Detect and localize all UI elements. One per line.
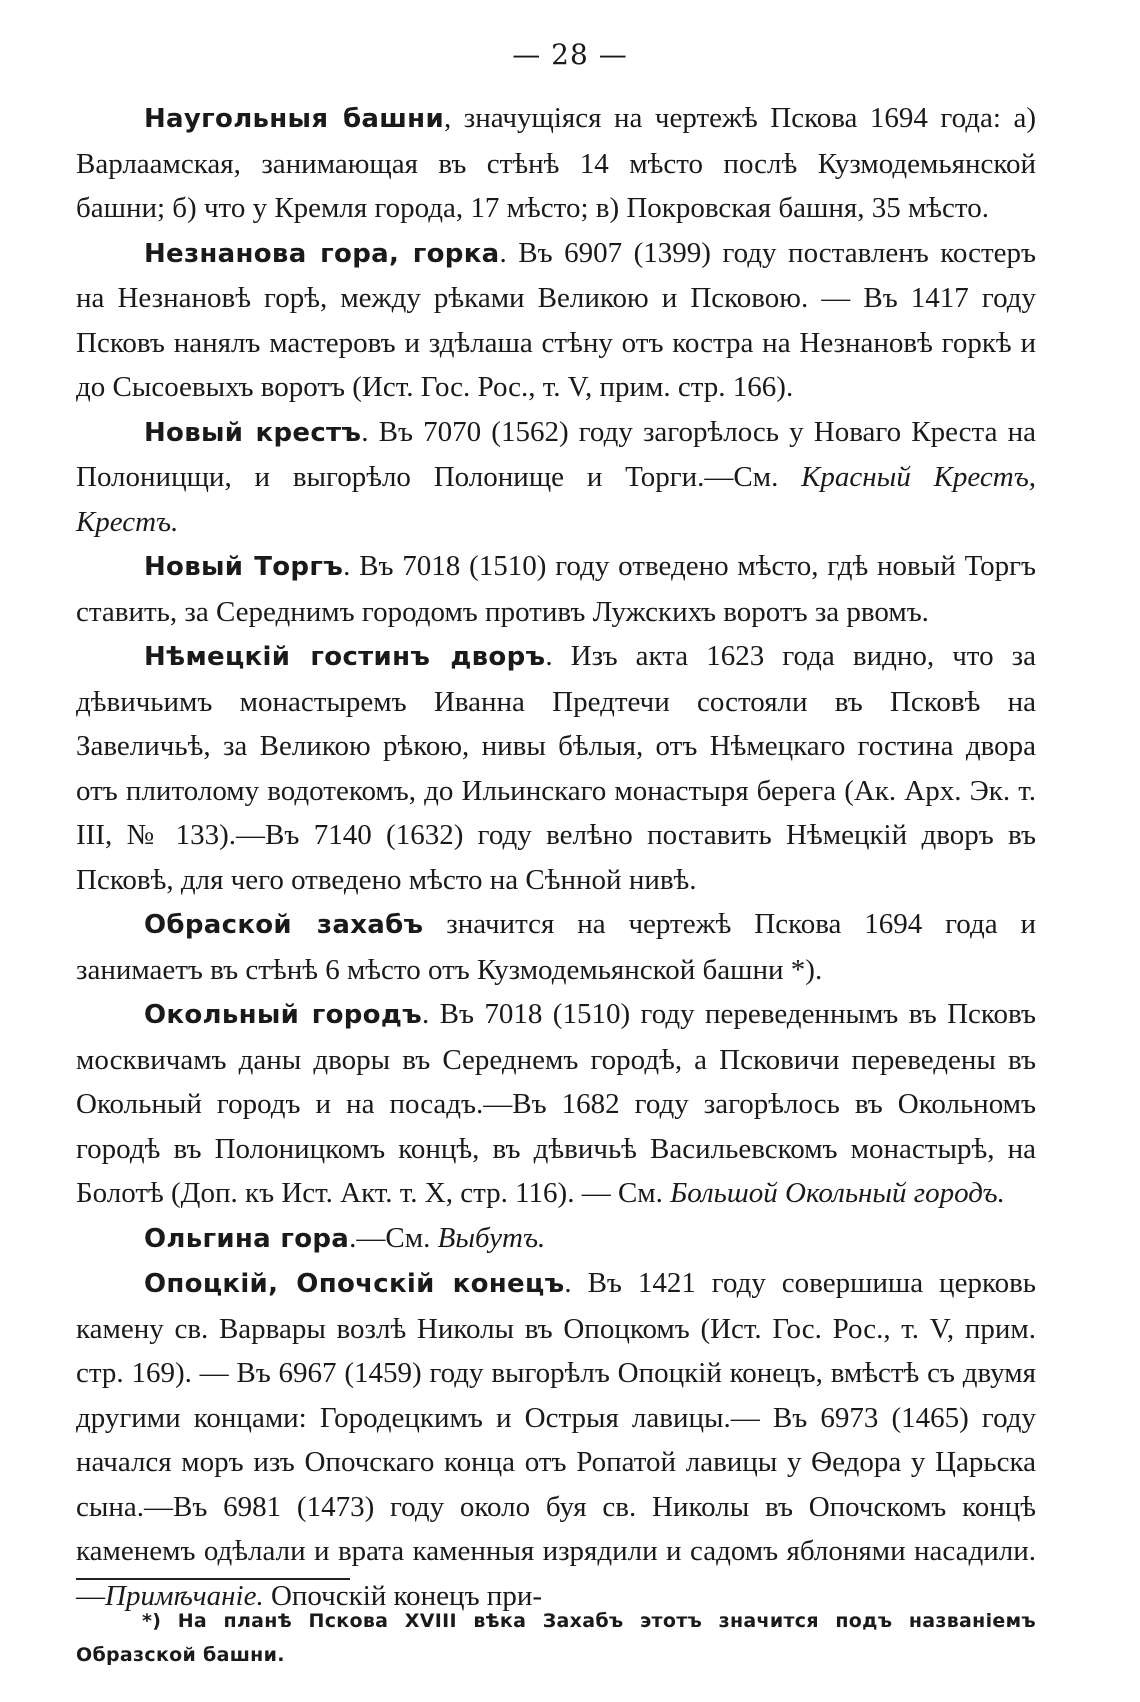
cross-reference: Большой Окольный городъ. [670, 1177, 1005, 1209]
entry-body: . Въ 7070 (1562) году загорѣлось у Новаго Креста на Полоницщи, и выгорѣло Полонище и Торги.—См. [76, 415, 1036, 493]
footnote: *) На планѣ Пскова XVIII вѣка Захабъ этотъ значится подъ названiемъ Образской башни. [76, 1610, 1036, 1666]
entry-naugolnyya-bashni [76, 96, 1036, 231]
entry-body: .—См. [349, 1221, 438, 1254]
entry-neznanova-gora [76, 231, 1036, 410]
entry-heading: Незнанова гора, горка [144, 238, 500, 269]
entry-olgina-gora [76, 1216, 1036, 1262]
entry-heading: Окольный городъ [144, 1000, 422, 1030]
entry-body: значится на чертежѣ Пскова 1694 года и занимаетъ въ стѣнѣ 6 мѣсто отъ Кузмодемьянской башни *). [76, 908, 1037, 986]
entry-body-continued: Опочскiй конецъ при- [263, 1579, 543, 1612]
entry-novyi-torg [76, 544, 1036, 634]
note-label: Примѣчанiе. [105, 1579, 264, 1612]
entry-body: . Въ 1421 году совершиша церковь камену св. Варвары возлѣ Николы въ Опоцкомъ (Ист. Гос. Рос., т. V, прим. стр. 169). — Въ 6967 (1459) году выгорѣлъ Опоцкiй конецъ, вмѣстѣ съ двумя другими концами: Городецкимъ и Острыя лавицы.— Въ 6973 (1465) году начался моръ изъ Опочскаго конца отъ Ропатой лавицы у Ѳедора у Царьска сына.—Въ 6981 (1473) году около буя св. Николы въ Опочскомъ концѣ каменемъ одѣлали и врата каменныя изрядили и садомъ яблонями насадили.— [76, 1267, 1036, 1612]
entry-opotskii-konets [76, 1261, 1036, 1618]
page-number: — 28 — [512, 38, 628, 71]
cross-reference: Красный Крестъ, Крестъ. [76, 461, 1036, 538]
entry-body: . Изъ акта 1623 года видно, что за дѣвичьимъ монастыремъ Иванна Предтечи состояли въ Псковѣ на Завеличьѣ, за Великою рѣкою, нивы бѣлыя, отъ Нѣмецкаго гостина двора отъ плитолому водотекомъ, до Ильинскаго монастыря берега (Ак. Арх. Эк. т. III, № 133).—Въ 7140 (1632) году велѣно поставить Нѣмецкiй дворъ въ Псковѣ, для чего отведено мѣсто на Сѣнной нивѣ. [76, 640, 1037, 896]
entry-nemetskii-gostin-dvor [76, 634, 1036, 902]
entry-heading: Опоцкiй, Опочскiй конецъ [144, 1269, 565, 1299]
entry-body: . Въ 6907 (1399) году поставленъ костеръ на Незнановѣ горѣ, между рѣками Великою и Псковою. — Въ 1417 году Псковъ нанялъ мастеровъ и здѣлаша стѣну отъ костра на Незнановѣ горкѣ и до Сысоевыхъ воротъ (Ист. Гос. Рос., т. V, прим. стр. 166). [76, 236, 1036, 403]
entry-heading: Ольгина гора [144, 1223, 350, 1254]
entry-obraskoi-zakhab [76, 902, 1036, 992]
entry-body: . Въ 7018 (1510) году переведеннымъ въ Псковъ москвичамъ даны дворы въ Середнемъ городѣ, а Псковичи переведены въ Окольный городъ и на посадъ.—Въ 1682 году загорѣлось въ Окольномъ городѣ въ Полоницкомъ концѣ, въ дѣвичьѣ Васильевскомъ монастырѣ, на Болотѣ (Доп. къ Ист. Акт. т. X, стр. 116). — См. [76, 998, 1036, 1209]
entry-heading: Наугольныя башни [144, 104, 444, 134]
cross-reference: Выбутъ. [437, 1221, 546, 1254]
main-text [76, 96, 1036, 1618]
entry-heading: Обраской захабъ [144, 910, 424, 940]
footnote-divider [76, 1578, 350, 1580]
entry-heading: Новый Торгъ [144, 552, 344, 582]
entry-okolnyi-gorod [76, 992, 1036, 1216]
entry-heading: Новый крестъ [144, 417, 362, 448]
entry-body: , значущiяся на чертежѣ Пскова 1694 года: а) Варлаамская, занимающая въ стѣнѣ 14 мѣсто послѣ Кузмодемьянской башни; б) что у Кремля города, 17 мѣсто; в) Покровская башня, 35 мѣсто. [76, 102, 1036, 224]
entry-heading: Нѣмецкiй гостинъ дворъ [144, 642, 546, 672]
entry-body: . Въ 7018 (1510) году отведено мѣсто, гдѣ новый Торгъ ставить, за Середнимъ городомъ противъ Лужскихъ воротъ за рвомъ. [76, 550, 1036, 628]
entry-novyi-krest [76, 410, 1036, 545]
